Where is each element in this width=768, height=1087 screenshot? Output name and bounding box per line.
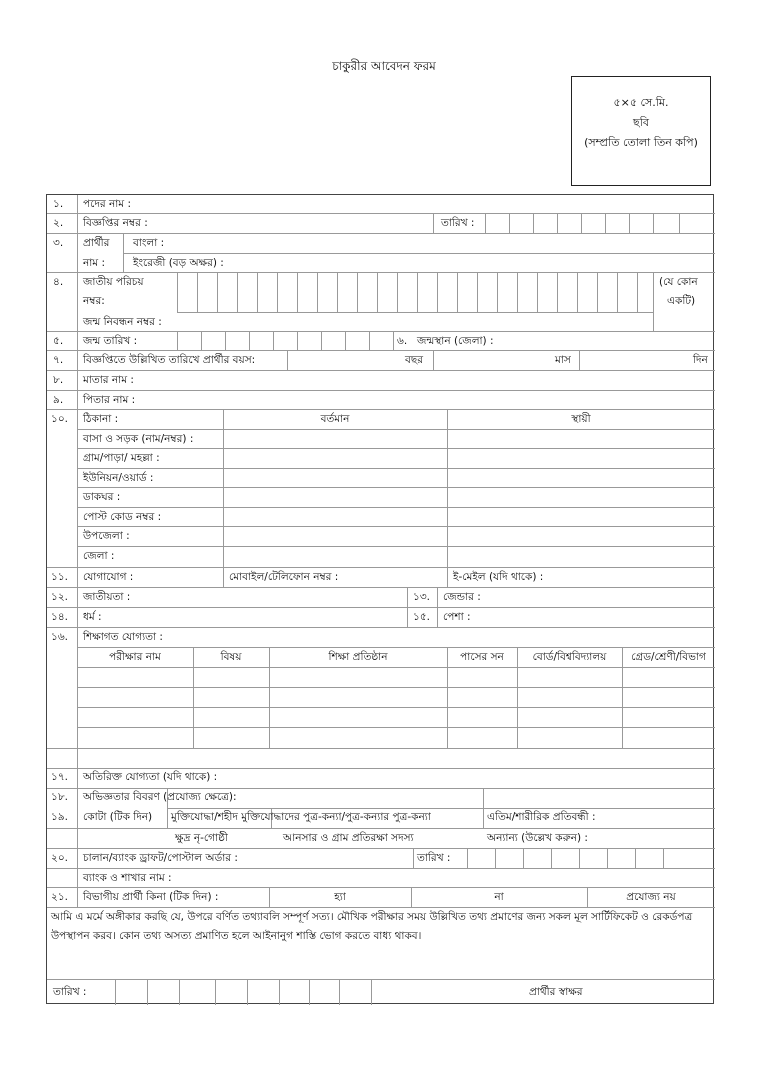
row-number: ৬. — [397, 335, 408, 347]
row-number: ১১. — [51, 571, 68, 583]
profession-field[interactable]: পেশা : — [443, 611, 471, 623]
education-label: শিক্ষাগত যোগ্যতা : — [83, 631, 163, 643]
application-form — [46, 194, 714, 1004]
nationality-field[interactable]: জাতীয়তা : — [83, 591, 131, 603]
applicant-label: প্রার্থীর — [83, 237, 110, 249]
name-bangla-field[interactable]: বাংলা : — [133, 237, 165, 249]
challan-field[interactable]: চালান/ব্যাংক ড্রাফট/পোস্টাল অর্ডার : — [83, 852, 238, 864]
extra-qualification-field[interactable]: অতিরিক্ত যোগ্যতা (যদি থাকে) : — [83, 771, 218, 783]
quota-freedom-fighter[interactable]: মুক্তিযোদ্ধা/শহীদ মুক্তিযোদ্ধাদের পুত্র-কন্যা/পুত্র-কন্যার পুত্র-কন্যা — [171, 811, 431, 823]
departmental-label: বিভাগীয় প্রার্থী কিনা (টিক দিন) : — [83, 891, 219, 903]
photo-label: ছবি — [633, 116, 649, 129]
edu-header: পাসের সন — [460, 651, 504, 663]
quota-ethnic[interactable]: ক্ষুদ্র নৃ-গোষ্ঠী — [175, 832, 228, 844]
birthplace-field[interactable]: জন্মস্থান (জেলা) : — [417, 335, 494, 347]
row-number: ১৪. — [51, 611, 68, 623]
row-number: ৫. — [53, 335, 64, 347]
nid-label: জাতীয় পরিচয় — [83, 276, 144, 288]
union-field[interactable]: ইউনিয়ন/ওয়ার্ড : — [83, 472, 154, 484]
row-number: ৭. — [53, 354, 64, 366]
photo-box[interactable] — [571, 76, 711, 186]
challan-date-field[interactable]: তারিখ : — [417, 852, 451, 864]
age-day-field[interactable]: দিন — [693, 354, 708, 366]
permanent-address-header: স্থায়ী — [571, 413, 591, 425]
row-number: ২১. — [51, 891, 68, 903]
quota-label: কোটা (টিক দিন) — [83, 811, 153, 823]
edu-header: বোর্ড/বিশ্ববিদ্যালয় — [532, 651, 607, 663]
edu-header: বিষয় — [220, 651, 242, 663]
house-road-field[interactable]: বাসা ও সড়ক (নাম/নম্বর) : — [83, 433, 194, 445]
edu-header: গ্রেড/শ্রেণী/বিভাগ — [631, 651, 706, 663]
row-number: ৯. — [53, 394, 64, 406]
nid-number-field[interactable]: নম্বর: — [83, 295, 105, 307]
birth-reg-field[interactable]: জন্ম নিবন্ধন নম্বর : — [83, 316, 162, 328]
age-year-field[interactable]: বছর — [405, 354, 423, 366]
contact-label: যোগাযোগ : — [83, 571, 134, 583]
name-label: নাম : — [83, 257, 106, 269]
district-field[interactable]: জেলা : — [83, 550, 115, 562]
row-number: ৮. — [53, 374, 64, 386]
form-title: চাকুরীর আবেদন ফরম — [332, 59, 436, 73]
post-name-field[interactable]: পদের নাম : — [83, 198, 131, 210]
mother-name-field[interactable]: মাতার নাম : — [83, 374, 134, 386]
row-number: ৩. — [53, 237, 64, 249]
row-number: ১৩. — [413, 591, 430, 603]
edu-header: শিক্ষা প্রতিষ্ঠান — [328, 651, 388, 663]
row-number: ১৭. — [51, 771, 68, 783]
any-one-note: (যে কোন — [659, 276, 698, 288]
row-number: ২০. — [51, 852, 68, 864]
departmental-na[interactable]: প্রযোজ্য নয় — [626, 891, 676, 903]
post-code-field[interactable]: পোস্ট কোড নম্বর : — [83, 511, 162, 523]
experience-field[interactable]: অভিজ্ঞতার বিবরণ (প্রযোজ্য ক্ষেত্রে): — [83, 791, 237, 803]
row-number: ১. — [53, 198, 64, 210]
age-month-field[interactable]: মাস — [555, 354, 571, 366]
signature-label: প্রার্থীর স্বাক্ষর — [529, 986, 583, 998]
upazila-field[interactable]: উপজেলা : — [83, 530, 130, 542]
footer-date-field[interactable]: তারিখ : — [53, 986, 87, 998]
age-label: বিজ্ঞপ্তিতে উল্লিখিত তারিখে প্রার্থীর বয়স: — [83, 354, 256, 366]
row-number: ২. — [53, 217, 64, 229]
address-label: ঠিকানা : — [83, 413, 119, 425]
post-office-field[interactable]: ডাকঘর : — [83, 491, 121, 503]
bank-branch-field[interactable]: ব্যাংক ও শাখার নাম : — [83, 872, 172, 884]
declaration-text: আমি এ মর্মে অঙ্গীকার করছি যে, উপরে বর্ণিত তথ্যাবলি সম্পূর্ণ সত্য। মৌখিক পরীক্ষার সময় উল্লিখিত তথ্য প্রমাণের জন্য সকল মূল সার্টিফিকেট ও রেকর্ডপত্র উপস্থাপন করব। কোন তথ্য অসত্য প্রমাণিত হলে আইনানুগ শাস্তি ভোগ করতে বাধ্য থাকব। — [51, 911, 693, 942]
departmental-no[interactable]: না — [494, 891, 504, 903]
row-number: ৪. — [53, 276, 64, 288]
name-english-field[interactable]: ইংরেজী (বড় অক্ষর) : — [133, 257, 224, 269]
present-address-header: বর্তমান — [320, 413, 350, 425]
quota-ansar[interactable]: আনসার ও গ্রাম প্রতিরক্ষা সদস্য — [283, 832, 414, 844]
mobile-field[interactable]: মোবাইল/টেলিফোন নম্বর : — [229, 571, 339, 583]
row-number: ১৫. — [413, 611, 430, 623]
row-number: ১২. — [51, 591, 68, 603]
religion-field[interactable]: ধর্ম : — [83, 611, 102, 623]
any-one-note: একটি) — [667, 295, 696, 307]
row-number: ১৯. — [51, 811, 68, 823]
quota-orphan[interactable]: এতিম/শারীরিক প্রতিবন্ধী : — [487, 811, 596, 823]
row-number: ১০. — [51, 413, 68, 425]
ad-date-field[interactable]: তারিখ : — [441, 217, 475, 229]
dob-field[interactable]: জন্ম তারিখ : — [83, 335, 138, 347]
quota-others[interactable]: অন্যান্য (উল্লেখ করুন) : — [487, 832, 588, 844]
email-field[interactable]: ই-মেইল (যদি থাকে) : — [453, 571, 544, 583]
ad-number-field[interactable]: বিজ্ঞপ্তির নম্বর : — [83, 217, 148, 229]
departmental-yes[interactable]: হ্যা — [334, 891, 346, 903]
edu-header: পরীক্ষার নাম — [109, 651, 161, 663]
photo-note: (সম্প্রতি তোলা তিন কপি) — [584, 136, 698, 149]
photo-size: ৫×৫ সে.মি. — [613, 96, 669, 109]
row-number: ১৬. — [51, 631, 68, 643]
village-field[interactable]: গ্রাম/পাড়া/ মহল্লা : — [83, 452, 160, 464]
row-number: ১৮. — [51, 791, 68, 803]
father-name-field[interactable]: পিতার নাম : — [83, 394, 136, 406]
gender-field[interactable]: জেন্ডার : — [443, 591, 481, 603]
